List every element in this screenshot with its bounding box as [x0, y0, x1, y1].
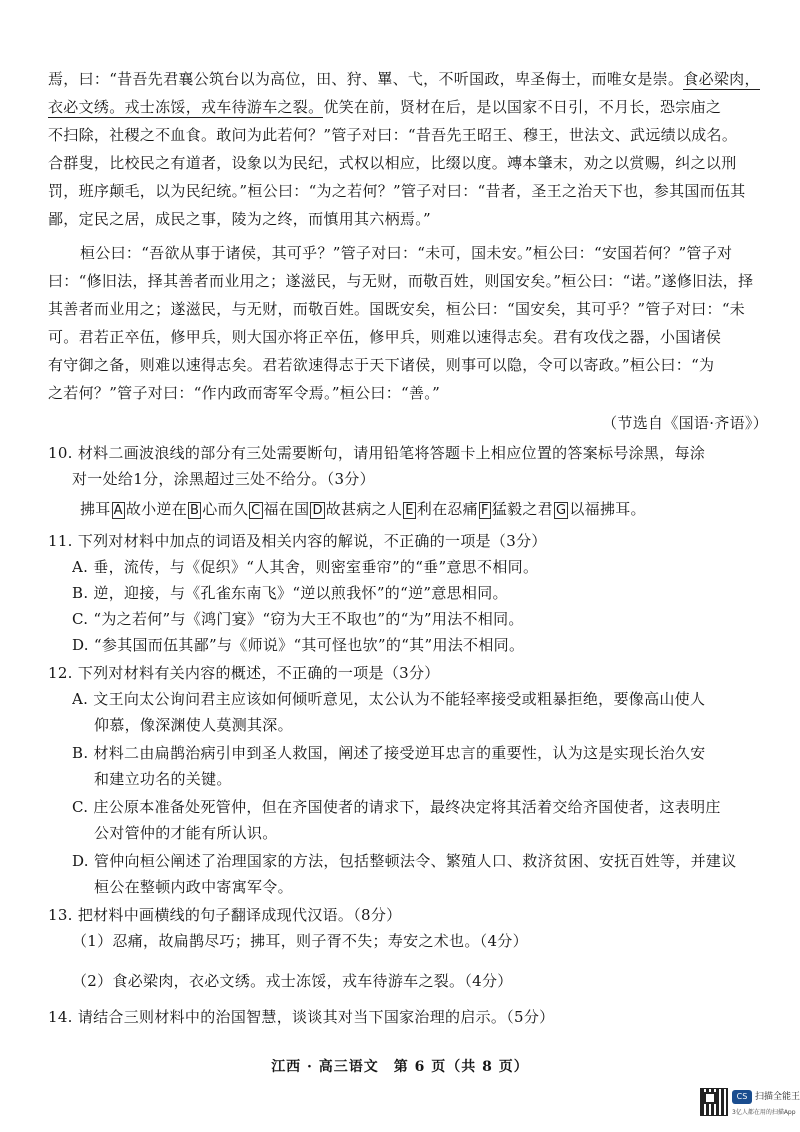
scanner-watermark [700, 1088, 800, 1122]
passage-line: 可。君若正卒伍，修甲兵，则大国亦将正卒伍，修甲兵，则难以速得志矣。君有攻伐之器，小国诸侯 [48, 328, 722, 346]
passage-line: 罚，班序颠毛，以为民纪统。”桓公曰：“为之若何？”管子对曰：“昔者，圣王之治天下也，参其国而伍其 [48, 182, 746, 200]
passage-source: （节选自《国语·齐语》） [602, 414, 768, 432]
passage-line: 其善者而业用之；遂滋民，与无财，而敬百姓。国既安矣，桓公曰：“国安矣，其可乎？”管子对曰：“未 [48, 300, 746, 318]
passage-line: 桓公曰：“吾欲从事于诸侯，其可乎？”管子对曰：“未可，国未安。”桓公曰：“安国若何？”管子对 [80, 244, 733, 262]
underlined-sentence: 衣必文绣。戎士冻馁，戎车待游车之裂。 [48, 98, 324, 116]
break-option-b[interactable]: B [190, 503, 200, 518]
passage-text: 焉，曰：“昔吾先君襄公筑台以为高位，田、狩、罼、弋，不听国政，卑圣侮士，而唯女是崇。 [48, 70, 684, 88]
break-option-f[interactable]: F [480, 503, 489, 518]
break-option-a[interactable]: A [113, 503, 123, 518]
break-option-g[interactable]: G [555, 503, 567, 518]
question-11-option-a[interactable]: A. 垂，流传，与《促织》“人其舍，则密室垂帘”的“垂”意思不相同。 [72, 558, 539, 576]
passage-line: 合群叟，比校民之有道者，设象以为民纪，式权以相应，比缀以度。竱本肇末，劝之以赏赐，纠之以刑 [48, 154, 737, 172]
scanner-logo: CS [732, 1090, 752, 1104]
question-12-stem: 12. 下列对材料有关内容的概述，不正确的一项是（3分） [48, 664, 440, 682]
question-13-stem: 13. 把材料中画横线的句子翻译成现代汉语。（8分） [48, 906, 402, 924]
question-14-stem: 14. 请结合三则材料中的治国智慧，谈谈其对当下国家治理的启示。（5分） [48, 1008, 555, 1026]
question-10-stem: 10. 材料二画波浪线的部分有三处需要断句，请用铅笔将答题卡上相应位置的答案标号涂黑，每涂 [48, 444, 706, 462]
question-12-option-d-cont: 桓公在整顿内政中寄寓军令。 [94, 878, 293, 896]
passage-line: 有守御之备，则难以速得志矣。君若欲速得志于天下诸侯，则事可以隐，令可以寄政。”桓公曰：“为 [48, 356, 715, 374]
break-option-c[interactable]: C [251, 503, 261, 518]
question-12-option-d[interactable]: D. 管仲向桓公阐述了治理国家的方法，包括整顿法令、繁殖人口、救济贫困、安抚百姓等，并建议 [72, 852, 737, 870]
question-12-option-c-cont: 公对管仲的才能有所认识。 [94, 824, 278, 842]
passage-line: 之若何？”管子对曰：“作内政而寄军令焉。”桓公曰：“善。” [48, 384, 441, 402]
question-12-option-c[interactable]: C. 庄公原本准备处死管仲，但在齐国使者的请求下，最终决定将其活着交给齐国使者，这表明庄 [72, 798, 721, 816]
question-11-stem: 11. 下列对材料中加点的词语及相关内容的解说，不正确的一项是（3分） [48, 532, 547, 550]
question-13-item-1: （1）忍痛，故扁鹊尽巧；拂耳，则子胥不失；寿安之术也。（4分） [72, 932, 528, 950]
passage-text: 优笑在前，贤材在后，是以国家不日引，不月长，恐宗庙之 [323, 98, 722, 116]
passage-line [48, 94, 768, 120]
passage-line: 鄙，定民之居，成民之事，陵为之终，而慎用其六柄焉。” [48, 210, 431, 228]
underlined-sentence: 食必梁肉， [683, 70, 760, 88]
question-10-stem-cont: 对一处给1分，涂黑超过三处不给分。（3分） [72, 470, 375, 488]
scanner-title: 扫描全能王 [755, 1092, 800, 1102]
question-10-sentence: 拂耳 A 故小逆在 B 心而久 C 福在国 D 故甚病之人 E 利在忍痛 F 猛毅之君 G 以福拂耳。 [80, 500, 646, 518]
question-11-option-c[interactable]: C. “为之若何”与《鸿门宴》“窃为大王不取也”的“为”用法不相同。 [72, 610, 524, 628]
question-12-option-b[interactable]: B. 材料二由扁鹊治病引申到圣人救国，阐述了接受逆耳忠言的重要性，认为这是实现长治久安 [72, 744, 706, 762]
passage-line: 曰：“修旧法，择其善者而业用之；遂滋民，与无财，而敬百姓，则国安矣。”桓公曰：“诺。”遂修旧法，择 [48, 272, 754, 290]
qr-code-icon [700, 1088, 728, 1116]
page-footer: 江西 · 高三语文 第 6 页（共 8 页） [271, 1059, 529, 1075]
question-13-item-2: （2）食必梁肉，衣必文绣。戎士冻馁，戎车待游车之裂。（4分） [72, 972, 513, 990]
break-option-e[interactable]: E [405, 503, 414, 518]
break-option-d[interactable]: D [312, 503, 323, 518]
passage-line [48, 66, 768, 92]
question-11-option-d[interactable]: D. “参其国而伍其鄙”与《师说》“其可怪也欤”的“其”用法不相同。 [72, 636, 525, 654]
scanner-subtitle: 3亿人都在用的扫描App [732, 1109, 796, 1116]
passage-line: 不扫除，社稷之不血食。敢问为此若何？”管子对曰：“昔吾先王昭王、穆王，世法文、武远绩以成名。 [48, 126, 738, 144]
question-12-option-b-cont: 和建立功名的关键。 [94, 770, 232, 788]
question-12-option-a[interactable]: A. 文王向太公询问君主应该如何倾听意见，太公认为不能轻率接受或粗暴拒绝，要像高山使人 [72, 690, 706, 708]
question-11-option-b[interactable]: B. 逆，迎接，与《孔雀东南飞》“逆以煎我怀”的“逆”意思相同。 [72, 584, 508, 602]
question-12-option-a-cont: 仰慕，像深渊使人莫测其深。 [94, 716, 293, 734]
